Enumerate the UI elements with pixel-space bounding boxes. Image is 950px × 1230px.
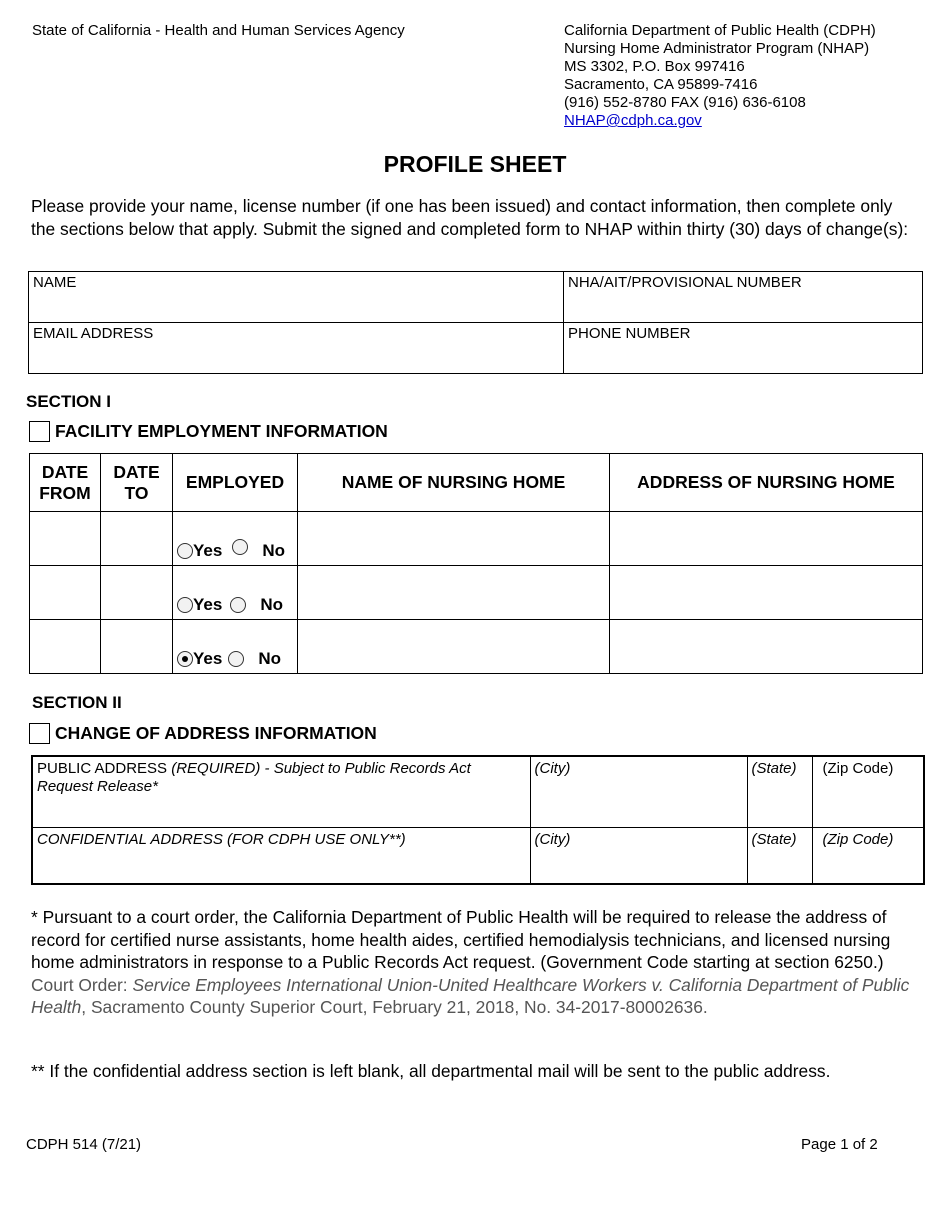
- no-label: No: [260, 595, 283, 614]
- contact-info-table: [28, 271, 923, 374]
- nursing-home-address-cell[interactable]: [610, 566, 923, 620]
- public-records-note: [31, 906, 921, 1019]
- license-number-label: NHA/AIT/PROVISIONAL NUMBER: [568, 274, 802, 291]
- change-address-label: CHANGE OF ADDRESS INFORMATION: [55, 723, 377, 743]
- no-radio[interactable]: [232, 539, 248, 555]
- state-label: (State): [751, 760, 797, 777]
- dept-line: Nursing Home Administrator Program (NHAP): [564, 40, 870, 57]
- date-to-cell[interactable]: [101, 512, 173, 566]
- court-case-name: Service Employees International Union-United Healthcare Workers v. California Department of Public Health: [31, 974, 910, 1017]
- employed-cell: [173, 512, 298, 566]
- note1-main: * Pursuant to a court order, the California Department of Public Health will be required to release the address of record for certified nurse assistants, home health aides, certified hemodialysis technicians, and licensed nursing home administrators in response to a Public Records Act request. (Government Code starting at section 6250.): [31, 907, 891, 972]
- facility-employment-row: [29, 421, 388, 442]
- zip-label: (Zip Code): [822, 760, 894, 777]
- section-2-label: SECTION II: [32, 693, 122, 712]
- dept-line: MS 3302, P.O. Box 997416: [564, 58, 745, 75]
- agency-name: State of California - Health and Human Services Agency: [32, 22, 405, 39]
- state-label: (State): [751, 830, 797, 848]
- date-from-cell[interactable]: [30, 620, 101, 674]
- table-row: [30, 512, 923, 566]
- public-address-label: PUBLIC ADDRESS: [37, 760, 172, 777]
- confidential-state-field[interactable]: [747, 827, 812, 884]
- yes-label: Yes: [193, 595, 223, 614]
- date-to-cell[interactable]: [101, 566, 173, 620]
- col-nursing-home-address: ADDRESS OF NURSING HOME: [610, 454, 923, 512]
- confidential-city-field[interactable]: [530, 827, 747, 884]
- email-label: EMAIL ADDRESS: [33, 325, 154, 342]
- employment-table: [29, 453, 923, 674]
- phone-field[interactable]: [564, 323, 923, 374]
- public-zip-field[interactable]: [812, 756, 924, 827]
- name-field[interactable]: [29, 272, 564, 323]
- zip-label: (Zip Code): [822, 830, 894, 848]
- table-row: [30, 620, 923, 674]
- date-from-cell[interactable]: [30, 566, 101, 620]
- no-label: No: [262, 541, 285, 560]
- nursing-home-name-cell[interactable]: [298, 566, 610, 620]
- confidential-address-field[interactable]: [32, 827, 530, 884]
- facility-employment-label: FACILITY EMPLOYMENT INFORMATION: [55, 421, 388, 441]
- col-date-from: DATE FROM: [30, 454, 101, 512]
- name-label: NAME: [33, 274, 77, 291]
- nursing-home-name-cell[interactable]: [298, 512, 610, 566]
- date-from-cell[interactable]: [30, 512, 101, 566]
- yes-radio-selected[interactable]: [177, 651, 193, 667]
- department-contact: [564, 22, 876, 130]
- col-employed: EMPLOYED: [173, 454, 298, 512]
- date-to-cell[interactable]: [101, 620, 173, 674]
- city-label: (City): [534, 760, 571, 777]
- radio-dot: [182, 656, 188, 662]
- address-table: [31, 755, 925, 885]
- city-label: (City): [534, 830, 571, 848]
- form-id: CDPH 514 (7/21): [26, 1136, 142, 1153]
- dept-line: Sacramento, CA 95899-7416: [564, 76, 758, 93]
- page-title: PROFILE SHEET: [383, 151, 567, 177]
- court-order-prefix: Court Order:: [31, 974, 133, 995]
- nursing-home-name-cell[interactable]: [298, 620, 610, 674]
- change-address-checkbox[interactable]: [29, 723, 50, 744]
- confidential-zip-field[interactable]: [812, 827, 924, 884]
- confidential-address-label: CONFIDENTIAL ADDRESS (FOR CDPH USE ONLY**): [37, 830, 406, 848]
- phone-label: PHONE NUMBER: [568, 325, 691, 342]
- col-nursing-home-name: NAME OF NURSING HOME: [298, 454, 610, 512]
- public-city-field[interactable]: [530, 756, 747, 827]
- court-case-details: , Sacramento County Superior Court, February 21, 2018, No. 34-2017-80002636.: [81, 997, 708, 1017]
- email-link[interactable]: NHAP@cdph.ca.gov: [564, 112, 702, 129]
- employed-cell: [173, 566, 298, 620]
- facility-employment-checkbox[interactable]: [29, 421, 50, 442]
- section-1-label: SECTION I: [26, 392, 112, 411]
- no-radio[interactable]: [228, 651, 244, 667]
- public-address-field[interactable]: [32, 756, 530, 827]
- table-row: [30, 566, 923, 620]
- page-number: Page 1 of 2: [801, 1136, 878, 1153]
- dept-line: (916) 552-8780 FAX (916) 636-6108: [564, 94, 806, 111]
- public-state-field[interactable]: [747, 756, 812, 827]
- employed-cell: [173, 620, 298, 674]
- col-date-to: DATE TO: [101, 454, 173, 512]
- license-number-field[interactable]: [564, 272, 923, 323]
- change-address-row: [29, 723, 377, 744]
- intro-text: Please provide your name, license number (if one has been issued) and contact information, then complete only the sections below that apply. Submit the signed and completed form to NHAP within thirty (30) days of change(s):: [31, 196, 909, 239]
- no-label: No: [258, 649, 281, 668]
- dept-line: California Department of Public Health (CDPH): [564, 22, 876, 39]
- nursing-home-address-cell[interactable]: [610, 512, 923, 566]
- no-radio[interactable]: [230, 597, 246, 613]
- yes-label: Yes: [193, 541, 223, 560]
- yes-radio[interactable]: [177, 543, 193, 559]
- confidential-address-note: ** If the confidential address section is left blank, all departmental mail will be sent to the public address.: [31, 1061, 831, 1081]
- nursing-home-address-cell[interactable]: [610, 620, 923, 674]
- public-address-note: (REQUIRED) - Subject to Public Records Act Request Release*: [37, 760, 471, 795]
- yes-radio[interactable]: [177, 597, 193, 613]
- yes-label: Yes: [193, 649, 223, 668]
- email-field[interactable]: [29, 323, 564, 374]
